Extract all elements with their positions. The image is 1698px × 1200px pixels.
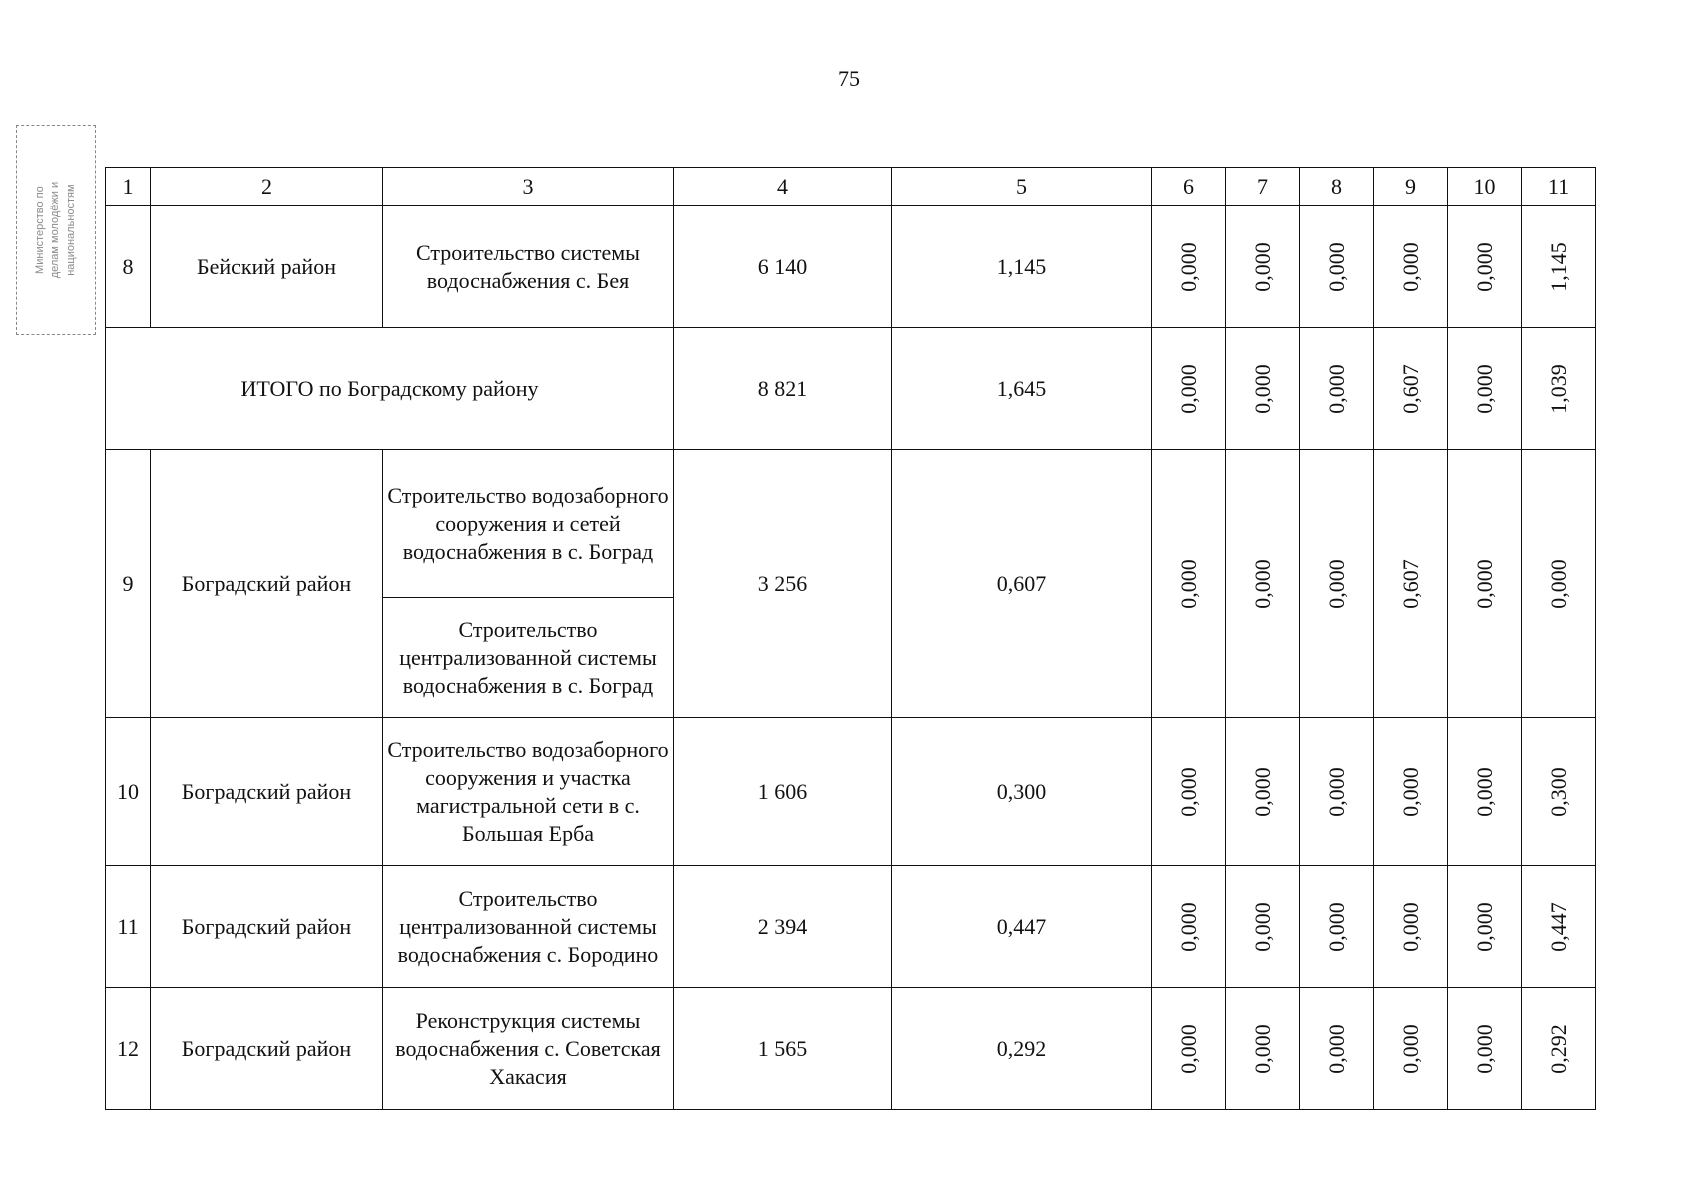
header-cell: 5: [892, 168, 1152, 206]
header-cell: 10: [1448, 168, 1522, 206]
header-cell: 3: [383, 168, 674, 206]
value-col5: 1,145: [892, 206, 1152, 328]
district-cell: Боградский район: [151, 866, 383, 988]
value-col9: 0,000: [1374, 988, 1448, 1110]
value-col11: 0,000: [1522, 450, 1596, 718]
value-col8: 0,000: [1300, 450, 1374, 718]
funding-table: [105, 167, 1596, 1110]
value-col7: 0,000: [1226, 450, 1300, 718]
row-number: 8: [106, 206, 151, 328]
project-cell: Строительство водозаборного сооружения и сетей водоснабжения в с. Боград: [383, 450, 674, 598]
district-cell: Боградский район: [151, 988, 383, 1110]
value-col9: 0,607: [1374, 328, 1448, 450]
value-col6: 0,000: [1152, 450, 1226, 718]
header-cell: 1: [106, 168, 151, 206]
table-row: [106, 988, 1596, 1110]
value-col11: 0,447: [1522, 866, 1596, 988]
stamp-text: Министерство по делам молодёжи и национальностям: [33, 181, 77, 279]
value-col8: 0,000: [1300, 718, 1374, 866]
header-cell: 11: [1522, 168, 1596, 206]
header-cell: 6: [1152, 168, 1226, 206]
district-cell: Боградский район: [151, 718, 383, 866]
value-col7: 0,000: [1226, 718, 1300, 866]
row-number: 11: [106, 866, 151, 988]
district-cell: Боградский район: [151, 450, 383, 718]
value-col11: 0,292: [1522, 988, 1596, 1110]
header-cell: 4: [674, 168, 892, 206]
district-cell: Бейский район: [151, 206, 383, 328]
value-col4: 1 606: [674, 718, 892, 866]
value-col10: 0,000: [1448, 718, 1522, 866]
project-cell: Строительство централизованной системы водоснабжения с. Бородино: [383, 866, 674, 988]
row-number: 10: [106, 718, 151, 866]
header-cell: 8: [1300, 168, 1374, 206]
project-cell: Строительство системы водоснабжения с. Бея: [383, 206, 674, 328]
row-number: 12: [106, 988, 151, 1110]
value-col9: 0,607: [1374, 450, 1448, 718]
value-col6: 0,000: [1152, 206, 1226, 328]
header-cell: 7: [1226, 168, 1300, 206]
value-col4: 6 140: [674, 206, 892, 328]
table-row: [106, 718, 1596, 866]
value-col9: 0,000: [1374, 866, 1448, 988]
project-cell: Строительство централизованной системы водоснабжения в с. Боград: [383, 598, 674, 718]
header-cell: 9: [1374, 168, 1448, 206]
table-row: [106, 866, 1596, 988]
value-col11: 0,300: [1522, 718, 1596, 866]
value-col10: 0,000: [1448, 328, 1522, 450]
total-row: [106, 328, 1596, 450]
total-label: ИТОГО по Боградскому району: [106, 328, 674, 450]
table-row: [106, 206, 1596, 328]
value-col8: 0,000: [1300, 206, 1374, 328]
value-col7: 0,000: [1226, 328, 1300, 450]
value-col6: 0,000: [1152, 866, 1226, 988]
value-col8: 0,000: [1300, 328, 1374, 450]
value-col5: 0,447: [892, 866, 1152, 988]
header-row: [106, 168, 1596, 206]
value-col4: 2 394: [674, 866, 892, 988]
header-cell: 2: [151, 168, 383, 206]
value-col10: 0,000: [1448, 988, 1522, 1110]
project-cell: Строительство водозаборного сооружения и участка магистральной сети в с. Большая Ерба: [383, 718, 674, 866]
value-col7: 0,000: [1226, 206, 1300, 328]
value-col11: 1,145: [1522, 206, 1596, 328]
value-col7: 0,000: [1226, 866, 1300, 988]
value-col5: 0,300: [892, 718, 1152, 866]
value-col6: 0,000: [1152, 718, 1226, 866]
value-col5: 0,292: [892, 988, 1152, 1110]
value-col11: 1,039: [1522, 328, 1596, 450]
row-number: 9: [106, 450, 151, 718]
value-col7: 0,000: [1226, 988, 1300, 1110]
value-col8: 0,000: [1300, 988, 1374, 1110]
value-col5: 0,607: [892, 450, 1152, 718]
table-row: [106, 450, 1596, 598]
value-col10: 0,000: [1448, 206, 1522, 328]
value-col4: 1 565: [674, 988, 892, 1110]
value-col9: 0,000: [1374, 718, 1448, 866]
value-col4: 3 256: [674, 450, 892, 718]
value-col5: 1,645: [892, 328, 1152, 450]
value-col10: 0,000: [1448, 450, 1522, 718]
project-cell: Реконструкция системы водоснабжения с. Советская Хакасия: [383, 988, 674, 1110]
value-col6: 0,000: [1152, 988, 1226, 1110]
value-col10: 0,000: [1448, 866, 1522, 988]
registration-stamp: [16, 125, 96, 335]
value-col8: 0,000: [1300, 866, 1374, 988]
value-col9: 0,000: [1374, 206, 1448, 328]
value-col6: 0,000: [1152, 328, 1226, 450]
value-col4: 8 821: [674, 328, 892, 450]
page-number: 75: [838, 66, 860, 91]
